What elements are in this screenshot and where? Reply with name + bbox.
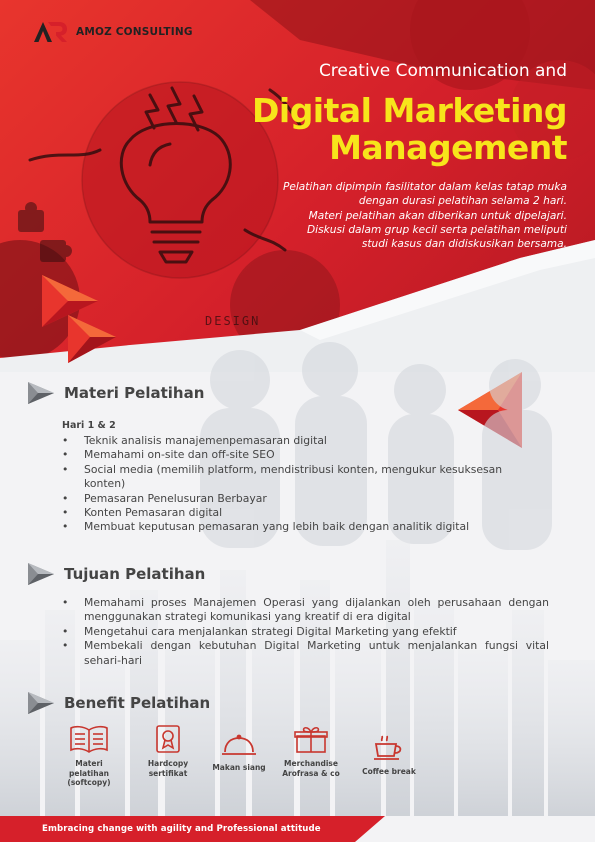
benefit-label: Hardcopy bbox=[147, 759, 189, 768]
hero-description-line: studi kasus dan didiskusikan bersama. bbox=[361, 238, 567, 251]
benefit-section-header bbox=[28, 692, 210, 714]
materi-section-header bbox=[28, 382, 204, 404]
footer-bar bbox=[0, 816, 595, 842]
food-cloche-icon bbox=[221, 734, 257, 758]
benefit-label: Arofrasa & co bbox=[282, 768, 340, 778]
hero-description-line: dengan durasi pelatihan selama 2 hari. bbox=[358, 195, 567, 208]
list-item: • Memahami on-site dan off-site SEO bbox=[62, 448, 532, 462]
hero-description-line: Diskusi dalam grup kecil serta pelatihan meliputi bbox=[307, 223, 567, 236]
brand-name: AMOZ CONSULTING bbox=[76, 26, 193, 38]
footer-decor bbox=[355, 816, 595, 842]
gift-icon bbox=[294, 726, 328, 754]
book-icon bbox=[69, 724, 109, 754]
tujuan-section-header bbox=[28, 563, 205, 585]
benefit-label: Merchandise bbox=[284, 759, 338, 768]
list-item: • Memahami proses Manajemen Operasi yang dijalankan oleh perusahaan dengan menggunakan strategi komunikasi yang kreatif di era digital bbox=[62, 596, 549, 625]
materi-title: Materi Pelatihan bbox=[64, 384, 205, 402]
benefit-list bbox=[56, 724, 436, 790]
section-triangle-icon bbox=[28, 563, 54, 585]
benefit-label: Makan siang bbox=[212, 763, 266, 772]
list-item: • Social media (memilih platform, mendistribusi konten, mengukur kesuksesan konten) bbox=[62, 463, 532, 492]
tujuan-list bbox=[62, 596, 549, 668]
brand-logo bbox=[32, 20, 193, 44]
design-word: DESIGN bbox=[205, 314, 261, 328]
certificate-icon bbox=[153, 724, 183, 754]
list-item: • Teknik analisis manajemenpemasaran digital bbox=[62, 434, 532, 448]
list-item: • Konten Pemasaran digital bbox=[62, 506, 532, 520]
list-item: • Mengetahui cara menjalankan strategi Digital Marketing yang efektif bbox=[62, 625, 549, 639]
hero-title-line1: Digital Marketing bbox=[251, 91, 567, 130]
tujuan-title: Tujuan Pelatihan bbox=[64, 565, 206, 583]
hero-title-line2: Management bbox=[329, 128, 567, 167]
benefit-item bbox=[58, 724, 120, 788]
list-item: • Membuat keputusan pemasaran yang lebih baik dengan analitik digital bbox=[62, 520, 532, 534]
materi-day-label: Hari 1 & 2 bbox=[62, 420, 116, 431]
coffee-cup-icon bbox=[372, 734, 406, 762]
benefit-title: Benefit Pelatihan bbox=[64, 694, 211, 712]
benefit-label: (softcopy) bbox=[67, 778, 111, 787]
benefit-label: sertifikat bbox=[148, 768, 188, 778]
list-item: • Pemasaran Penelusuran Berbayar bbox=[62, 492, 532, 506]
hero-description-line: Materi pelatihan akan diberikan untuk dipelajari. bbox=[308, 209, 567, 222]
benefit-label: Materi pelatihan bbox=[69, 759, 109, 778]
hero-description bbox=[227, 180, 567, 251]
footer-tagline: Embracing change with agility and Professional attitude bbox=[42, 824, 321, 834]
benefit-item bbox=[140, 724, 196, 778]
benefit-item bbox=[204, 734, 274, 773]
list-item: • Membekali dengan kebutuhan Digital Marketing untuk menjalankan fungsi vital sehari-hari bbox=[62, 639, 549, 668]
benefit-item bbox=[354, 734, 424, 777]
hero-title bbox=[252, 92, 567, 166]
hero-description-line: Pelatihan dipimpin fasilitator dalam kelas tatap muka bbox=[282, 181, 567, 193]
hero-subtitle: Creative Communication and bbox=[318, 61, 567, 81]
benefit-item bbox=[276, 726, 346, 778]
benefit-label: Coffee break bbox=[362, 767, 416, 776]
section-triangle-icon bbox=[28, 382, 54, 404]
materi-list bbox=[62, 434, 532, 535]
section-triangle-icon bbox=[28, 692, 54, 714]
amoz-logo-icon bbox=[32, 20, 70, 44]
